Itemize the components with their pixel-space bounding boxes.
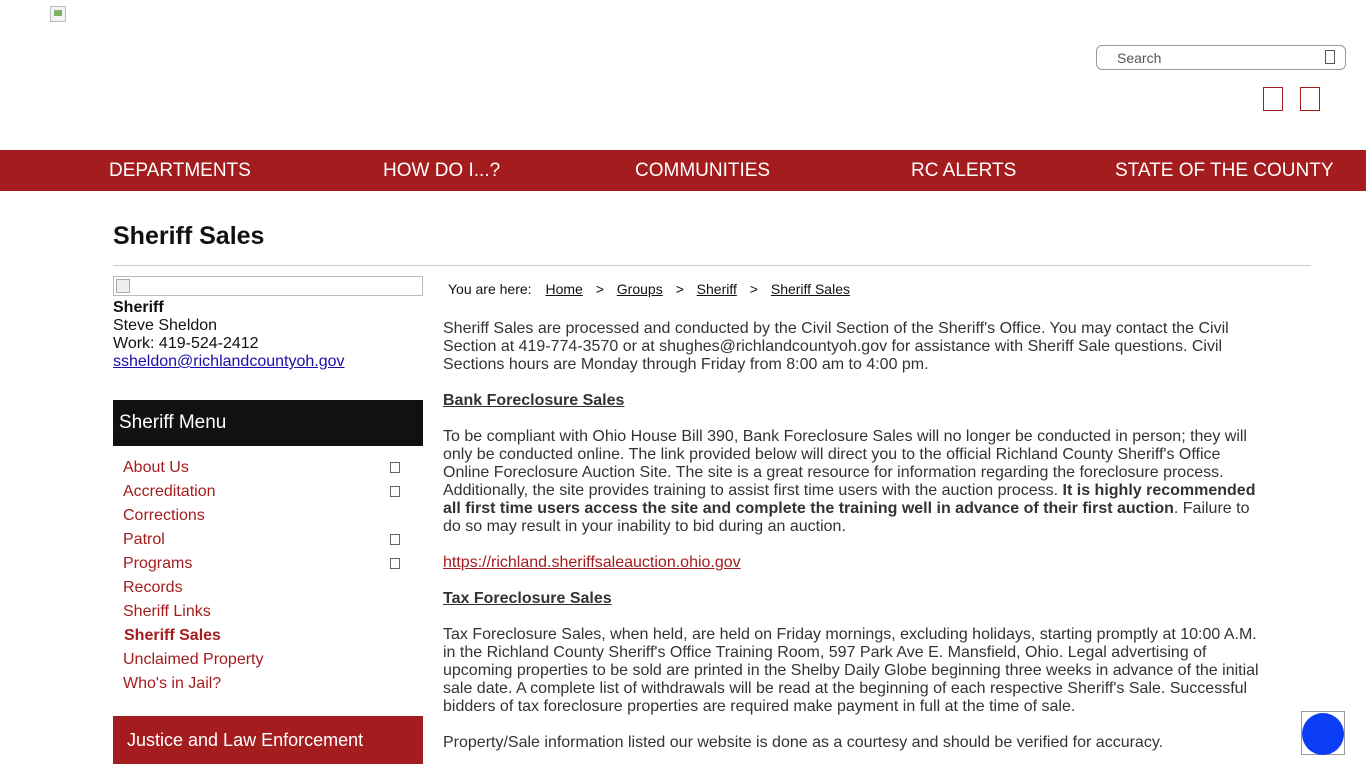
breadcrumb-sheriff-sales[interactable]: Sheriff Sales [770,281,850,297]
breadcrumb-separator: > [749,281,758,297]
menu-item-accreditation [113,480,423,504]
menu-link-sheriff-sales[interactable]: Sheriff Sales [124,627,221,644]
menu-item-whos-in-jail [113,672,423,696]
auction-site-link[interactable]: https://richland.sheriffsaleauction.ohio.gov [443,554,741,571]
expand-icon[interactable] [390,534,400,545]
disclaimer-paragraph: Property/Sale information listed our website is done as a courtesy and should be verified for accuracy. [443,734,1164,751]
breadcrumb [448,281,850,297]
page-title: Sheriff Sales [113,222,265,250]
expand-icon[interactable] [390,462,400,473]
breadcrumb-home[interactable]: Home [545,281,583,297]
bank-foreclosure-heading: Bank Foreclosure Sales [443,392,625,409]
menu-link-patrol[interactable]: Patrol [123,531,165,548]
main-content [443,320,1268,770]
county-logo-image[interactable] [50,6,66,22]
expand-icon[interactable] [390,558,400,569]
nav-how-do-i[interactable]: HOW DO I...? [383,160,501,181]
breadcrumb-separator: > [595,281,604,297]
main-nav [0,150,1366,191]
menu-item-about-us [113,456,423,480]
accessibility-widget-button[interactable] [1301,711,1345,755]
menu-item-records [113,576,423,600]
menu-link-about-us[interactable]: About Us [123,459,189,476]
tax-foreclosure-heading: Tax Foreclosure Sales [443,590,612,607]
search-box[interactable] [1096,45,1346,70]
bank-tail: . Failure to do so may result in your inability to bid during an auction. [443,500,1250,535]
sheriff-contact [113,299,345,371]
breadcrumb-separator: > [675,281,684,297]
social-icon-2[interactable] [1300,87,1320,111]
contact-person: Steve Sheldon [113,317,218,334]
menu-item-programs [113,552,423,576]
bank-text: To be compliant with Ohio House Bill 390, Bank Foreclosure Sales will no longer be conducted in person; they will only be conducted online. The link provided below will direct you to the official Richland County Sheriff's Office Online Foreclosure Auction Site. The site is a great resource for information regarding the foreclosure process. Additionally, the site provides training to assist first time users with the auction process. [443,428,1247,499]
menu-item-sheriff-sales [113,624,423,648]
menu-link-programs[interactable]: Programs [123,555,193,572]
justice-law-enforcement-heading[interactable]: Justice and Law Enforcement [113,716,423,764]
nav-departments[interactable]: DEPARTMENTS [109,160,251,181]
contact-phone: Work: 419-524-2412 [113,335,259,352]
breadcrumb-prefix: You are here: [448,281,532,297]
nav-communities[interactable]: COMMUNITIES [635,160,771,181]
menu-link-unclaimed-property[interactable]: Unclaimed Property [123,651,264,668]
menu-item-patrol [113,528,423,552]
search-icon[interactable] [1325,50,1335,64]
bank-foreclosure-paragraph [443,428,1268,536]
breadcrumb-sheriff[interactable]: Sheriff [696,281,737,297]
menu-link-accreditation[interactable]: Accreditation [123,483,216,500]
menu-item-corrections [113,504,423,528]
social-icon-1[interactable] [1263,87,1283,111]
menu-item-unclaimed-property [113,648,423,672]
menu-link-corrections[interactable]: Corrections [123,507,205,524]
contact-title: Sheriff [113,299,164,316]
nav-state-of-the-county[interactable]: STATE OF THE COUNTY [1115,160,1334,181]
sheriff-photo [113,276,423,296]
menu-link-whos-in-jail[interactable]: Who's in Jail? [123,675,222,692]
sheriff-menu [113,456,423,696]
contact-email-link[interactable]: ssheldon@richlandcountyoh.gov [113,353,345,370]
tax-foreclosure-paragraph: Tax Foreclosure Sales, when held, are held on Friday mornings, excluding holidays, starting promptly at 10:00 A.M. in the Richland County Sheriff's Office Training Room, 597 Park Ave E. Mansfield, Ohio. Legal advertising of upcoming properties to be sold are printed in the Shelby Daily Globe beginning three weeks in advance of the initial sale date. A complete list of withdrawals will be read at the beginning of each respective Sheriff's Sale. Successful bidders of tax foreclosure properties are required make payment in full at the time of sale. [443,626,1259,715]
search-input[interactable] [1117,50,1317,66]
menu-link-sheriff-links[interactable]: Sheriff Links [123,603,211,620]
intro-paragraph: Sheriff Sales are processed and conducted by the Civil Section of the Sheriff's Office. You may contact the Civil Section at 419-774-3570 or at shughes@richlandcountyoh.gov for assistance with Sheriff Sale questions. Civil Sections hours are Monday through Friday from 8:00 am to 4:00 pm. [443,320,1229,373]
menu-link-records[interactable]: Records [123,579,183,596]
accessibility-icon [1302,713,1344,755]
breadcrumb-groups[interactable]: Groups [616,281,663,297]
menu-item-sheriff-links [113,600,423,624]
expand-icon[interactable] [390,486,400,497]
title-divider [113,265,1311,266]
sheriff-menu-heading: Sheriff Menu [113,400,423,446]
bank-recommendation: It is highly recommended all first time users access the site and complete the training well in advance of their first auction [443,482,1256,517]
nav-rc-alerts[interactable]: RC ALERTS [911,160,1017,181]
